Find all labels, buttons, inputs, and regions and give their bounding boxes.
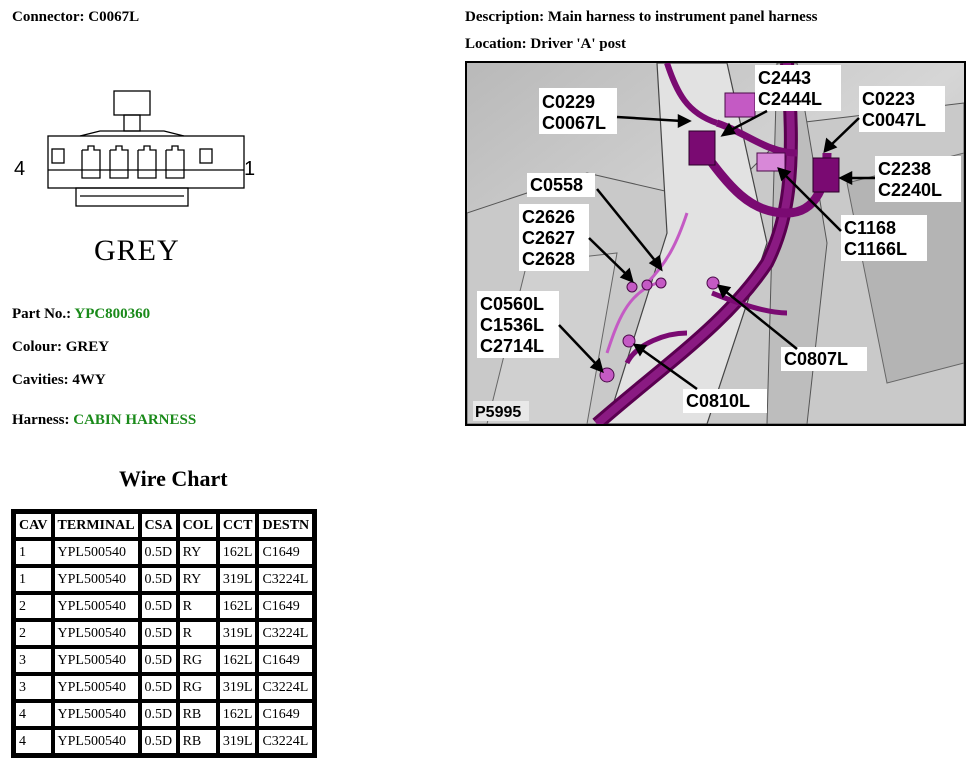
- wire-chart-header-destn: DESTN: [257, 512, 314, 539]
- cell-cav: 4: [14, 728, 53, 755]
- part-no-field: [12, 306, 150, 323]
- cell-terminal: YPL500540: [53, 647, 140, 674]
- wire-chart-header-cct: CCT: [218, 512, 258, 539]
- label-c2626: C2626: [522, 207, 576, 227]
- description-field: [465, 9, 818, 26]
- connector-value: C0067L: [88, 9, 140, 25]
- location-value: Driver 'A' post: [530, 36, 626, 52]
- cavities-label: Cavities:: [12, 372, 69, 388]
- cell-cav: 3: [14, 674, 53, 701]
- colour-label: Colour:: [12, 339, 62, 355]
- connector-colour-text: GREY: [94, 234, 180, 267]
- cell-destn: C3224L: [257, 674, 314, 701]
- table-row: [14, 566, 314, 593]
- label-c0558: C0558: [530, 175, 584, 195]
- harness-link[interactable]: CABIN HARNESS: [73, 412, 197, 428]
- pin-1-label: 1: [244, 158, 256, 180]
- connector-latch-top: [114, 91, 150, 115]
- wire-chart-header-row: [14, 512, 314, 539]
- cell-terminal: YPL500540: [53, 566, 140, 593]
- cell-cct: 319L: [218, 620, 258, 647]
- cell-cct: 162L: [218, 539, 258, 566]
- table-row: [14, 539, 314, 566]
- connector-base: [76, 188, 188, 206]
- cell-cav: 4: [14, 701, 53, 728]
- label-c1536l: C1536L: [480, 315, 545, 335]
- cell-terminal: YPL500540: [53, 620, 140, 647]
- cavities-field: [12, 372, 106, 389]
- cell-col: R: [178, 593, 218, 620]
- cell-cav: 1: [14, 539, 53, 566]
- wire-chart-table: [11, 509, 317, 758]
- cell-col: RG: [178, 674, 218, 701]
- wire-chart-header-terminal: TERMINAL: [53, 512, 140, 539]
- part-no-link[interactable]: YPC800360: [74, 306, 151, 322]
- cell-terminal: YPL500540: [53, 593, 140, 620]
- cell-terminal: YPL500540: [53, 674, 140, 701]
- cell-cav: 2: [14, 593, 53, 620]
- cell-terminal: YPL500540: [53, 728, 140, 755]
- wire-chart-header-col: COL: [178, 512, 218, 539]
- connector-field: [12, 9, 139, 26]
- cell-col: RB: [178, 701, 218, 728]
- cell-col: RB: [178, 728, 218, 755]
- cell-cct: 162L: [218, 593, 258, 620]
- label-c0807l: C0807L: [784, 349, 849, 369]
- location-photo: [465, 61, 966, 426]
- harness-field: [12, 412, 196, 429]
- connector-top-edge: [80, 131, 184, 136]
- label-c0223: C0223: [862, 89, 916, 109]
- cell-csa: 0.5D: [140, 674, 178, 701]
- connector-body: [48, 136, 244, 188]
- photo-reference: P5995: [475, 404, 522, 421]
- harness-label: Harness:: [12, 412, 70, 428]
- label-c0229: C0229: [542, 92, 596, 112]
- cell-cav: 3: [14, 647, 53, 674]
- cell-csa: 0.5D: [140, 566, 178, 593]
- cell-col: RY: [178, 539, 218, 566]
- label-c2714l: C2714L: [480, 336, 545, 356]
- location-field: [465, 36, 626, 53]
- cell-col: R: [178, 620, 218, 647]
- cell-csa: 0.5D: [140, 647, 178, 674]
- location-label: Location:: [465, 36, 527, 52]
- cell-destn: C1649: [257, 593, 314, 620]
- cell-cct: 319L: [218, 728, 258, 755]
- cell-csa: 0.5D: [140, 539, 178, 566]
- wire-chart-header-cav: CAV: [14, 512, 53, 539]
- table-row: [14, 647, 314, 674]
- label-c2238: C2238: [878, 159, 932, 179]
- cell-csa: 0.5D: [140, 701, 178, 728]
- connector-label: Connector:: [12, 9, 85, 25]
- table-row: [14, 701, 314, 728]
- cell-cav: 1: [14, 566, 53, 593]
- connector-face-diagram: [10, 88, 270, 278]
- cell-destn: C3224L: [257, 566, 314, 593]
- cell-cct: 319L: [218, 566, 258, 593]
- label-c2443: C2443: [758, 68, 812, 88]
- label-c2627: C2627: [522, 228, 576, 248]
- cell-terminal: YPL500540: [53, 701, 140, 728]
- cell-col: RG: [178, 647, 218, 674]
- location-photo-illustration: [467, 63, 964, 424]
- colour-field: [12, 339, 109, 356]
- cell-destn: C1649: [257, 647, 314, 674]
- wire-chart-title: Wire Chart: [119, 466, 228, 491]
- cell-terminal: YPL500540: [53, 539, 140, 566]
- cavity-row: [82, 146, 184, 178]
- cell-csa: 0.5D: [140, 593, 178, 620]
- cell-destn: C3224L: [257, 620, 314, 647]
- label-c2444l: C2444L: [758, 89, 823, 109]
- colour-value: GREY: [65, 339, 110, 355]
- label-c0067l: C0067L: [542, 113, 607, 133]
- table-row: [14, 728, 314, 755]
- cell-col: RY: [178, 566, 218, 593]
- cell-cct: 162L: [218, 701, 258, 728]
- label-c1168: C1168: [844, 218, 897, 238]
- label-c0560l: C0560L: [480, 294, 545, 314]
- label-c2628: C2628: [522, 249, 576, 269]
- label-c0810l: C0810L: [686, 391, 751, 411]
- cell-csa: 0.5D: [140, 728, 178, 755]
- cell-csa: 0.5D: [140, 620, 178, 647]
- label-c2240l: C2240L: [878, 180, 943, 200]
- label-c1166l: C1166L: [844, 239, 908, 259]
- description-value: Main harness to instrument panel harness: [547, 9, 818, 25]
- wire-chart-body: [14, 539, 314, 755]
- cell-destn: C3224L: [257, 728, 314, 755]
- description-label: Description:: [465, 9, 545, 25]
- table-row: [14, 674, 314, 701]
- cavities-value: 4WY: [72, 372, 106, 388]
- table-row: [14, 620, 314, 647]
- cell-destn: C1649: [257, 701, 314, 728]
- connector-latch-tab: [124, 115, 140, 131]
- part-no-label: Part No.:: [12, 306, 72, 322]
- label-c0047l: C0047L: [862, 110, 927, 130]
- cell-cav: 2: [14, 620, 53, 647]
- wire-chart-header-csa: CSA: [140, 512, 178, 539]
- cell-cct: 162L: [218, 647, 258, 674]
- cell-destn: C1649: [257, 539, 314, 566]
- cell-cct: 319L: [218, 674, 258, 701]
- pin-4-label: 4: [14, 158, 26, 180]
- table-row: [14, 593, 314, 620]
